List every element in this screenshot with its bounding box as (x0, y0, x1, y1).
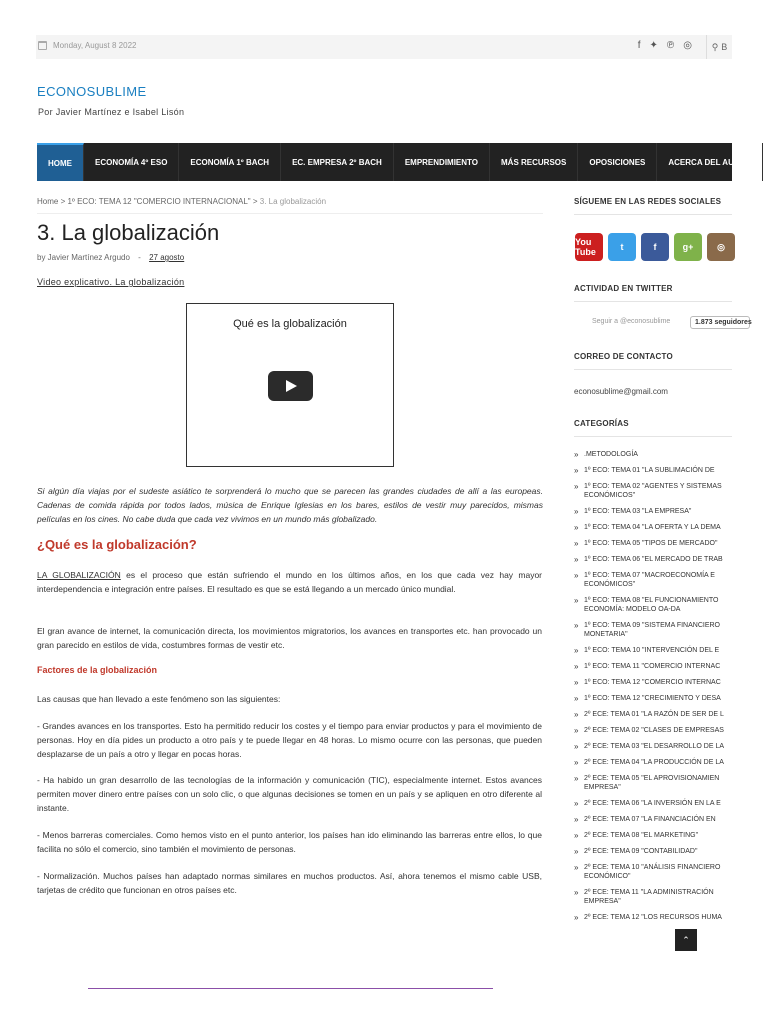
paragraph-barriers: - Menos barreras comerciales. Como hemos visto en el punto anterior, los países han ido eliminando las barreras entre ellos, lo que facilita no sólo el comercio, sino también el movimiento de personas. (37, 830, 542, 854)
breadcrumb-separator: > (60, 197, 66, 206)
category-item[interactable]: » 2º ECE: TEMA 09 "CONTABILIDAD" (574, 847, 732, 856)
divider (37, 213, 543, 214)
video-embed[interactable] (186, 303, 394, 467)
top-social-links (638, 40, 692, 51)
search-button[interactable] (706, 35, 732, 59)
category-item[interactable]: » 2º ECE: TEMA 12 "LOS RECURSOS HUMA (574, 913, 732, 922)
divider (574, 301, 732, 302)
video-link[interactable]: Video explicativo. La globalización (37, 277, 185, 287)
category-item[interactable]: » 2º ECE: TEMA 01 "LA RAZÓN DE SER DE L (574, 710, 732, 719)
sidebar-twitter-heading: ACTIVIDAD EN TWITTER (574, 284, 673, 293)
category-item[interactable]: » 2º ECE: TEMA 04 "LA PRODUCCIÓN DE LA (574, 758, 732, 767)
back-to-top-button[interactable]: ⌃ (675, 929, 697, 951)
breadcrumb (37, 197, 326, 206)
post-byline (37, 253, 184, 262)
category-item[interactable]: » 1º ECO: TEMA 02 "AGENTES Y SISTEMAS ECONÓMICOS" (574, 482, 732, 500)
calendar-icon (38, 41, 47, 50)
sidebar-contact-heading: CORREO DE CONTACTO (574, 352, 673, 361)
paragraph-causes: Las causas que han llevado a este fenómeno son las siguientes: (37, 694, 281, 704)
category-item[interactable]: » .METODOLOGÍA (574, 450, 732, 459)
paragraph-internet: El gran avance de internet, la comunicación directa, los movimientos migratorios, los avances en transportes etc. han provocado un gran parecido en estilos de vida, costumbres formas de vestir etc. (37, 626, 542, 650)
category-item[interactable]: » 2º ECE: TEMA 11 "LA ADMINISTRACIÓN EMPRESA" (574, 888, 732, 906)
top-bar (36, 35, 732, 59)
main-nav (37, 143, 751, 181)
category-item[interactable]: » 1º ECO: TEMA 04 "LA OFERTA Y LA DEMA (574, 523, 732, 532)
breadcrumb-category[interactable]: 1º ECO: TEMA 12 "COMERCIO INTERNACIONAL" (67, 197, 251, 206)
instagram-icon[interactable]: ◎ (707, 233, 735, 261)
instagram-icon[interactable]: ◎ (683, 40, 692, 51)
nav-economia-1-bach[interactable]: ECONOMÍA 1º BACH (179, 143, 281, 181)
twitter-follower-count: 1.873 seguidores (690, 316, 750, 329)
category-list (574, 450, 732, 929)
breadcrumb-current: 3. La globalización (259, 197, 327, 206)
pinterest-icon[interactable]: ℗ (666, 40, 675, 51)
post-date[interactable]: 27 agosto (149, 253, 185, 262)
nav-oposiciones[interactable]: OPOSICIONES (578, 143, 657, 181)
category-item[interactable]: » 2º ECE: TEMA 10 "ANÁLISIS FINANCIERO ECONÓMICO" (574, 863, 732, 881)
video-title: Qué es la globalización (233, 318, 347, 330)
site-logo[interactable]: ECONOSUBLIME (37, 84, 147, 99)
sidebar-social-heading: SÍGUEME EN LAS REDES SOCIALES (574, 197, 722, 206)
divider (574, 436, 732, 437)
paragraph-definition-text: es el proceso que están sufriendo el mundo en los últimos años, en los que cada vez hay mayor interdependencia e integración entre países. El resultado es que se está llegando a un mercado único mundial. (37, 570, 543, 594)
facebook-icon[interactable]: f (641, 233, 669, 261)
nav-economia-4-eso[interactable]: ECONOMÍA 4º ESO (84, 143, 179, 181)
nav-home[interactable]: HOME (37, 143, 84, 181)
divider (574, 214, 732, 215)
category-item[interactable]: » 1º ECO: TEMA 08 "EL FUNCIONAMIENTO ECONOMÍA: MODELO OA-DA (574, 596, 732, 614)
twitter-follow-button[interactable]: Seguir a @econosublime (592, 318, 671, 325)
play-icon[interactable] (268, 371, 313, 401)
category-item[interactable]: » 1º ECO: TEMA 05 "TIPOS DE MERCADO" (574, 539, 732, 548)
breadcrumb-home[interactable]: Home (37, 197, 59, 206)
site-tagline: Por Javier Martínez e Isabel Lisón (38, 107, 185, 117)
category-item[interactable]: » 1º ECO: TEMA 10 "INTERVENCIÓN DEL E (574, 646, 732, 655)
category-item[interactable]: » 1º ECO: TEMA 01 "LA SUBLIMACIÓN DE (574, 466, 732, 475)
category-item[interactable]: » 1º ECO: TEMA 12 "CRECIMIENTO Y DESA (574, 694, 732, 703)
category-item[interactable]: » 1º ECO: TEMA 11 "COMERCIO INTERNAC (574, 662, 732, 671)
category-item[interactable]: » 2º ECE: TEMA 02 "CLASES DE EMPRESAS (574, 726, 732, 735)
twitter-icon[interactable]: t (608, 233, 636, 261)
sidebar-categories-heading: CATEGORÍAS (574, 419, 629, 428)
nav-acerca-del-autor[interactable]: ACERCA DEL AUTOR (657, 143, 762, 181)
category-item[interactable]: » 2º ECE: TEMA 08 "EL MARKETING" (574, 831, 732, 840)
category-item[interactable]: » 1º ECO: TEMA 06 "EL MERCADO DE TRAB (574, 555, 732, 564)
category-item[interactable]: » 2º ECE: TEMA 05 "EL APROVISIONAMIEN EMPRESA" (574, 774, 732, 792)
sidebar-social-icons (575, 233, 735, 261)
divider (88, 988, 493, 989)
facebook-icon[interactable]: f (637, 40, 641, 51)
nav-emprendimiento[interactable]: EMPRENDIMIENTO (394, 143, 490, 181)
nav-mas-recursos[interactable]: MÁS RECURSOS (490, 143, 578, 181)
post-author[interactable]: by Javier Martínez Argudo (37, 253, 130, 262)
category-item[interactable]: » 1º ECO: TEMA 07 "MACROECONOMÍA E ECONÓMICOS" (574, 571, 732, 589)
paragraph-normalization: - Normalización. Muchos países han adaptado normas similares en muchos productos. Así, ahora tenemos el mismo cable USB, tarjetas de crédito que funcionan en otros países etc. (37, 871, 542, 895)
page-title: 3. La globalización (37, 220, 220, 245)
intro-paragraph: Si algún día viajas por el sudeste asiático te sorprenderá lo mucho que se parecen las grandes ciudades de allí a las europeas. Cadenas de comida rápida por todos lados, música de Enrique Iglesias en los bares, estilos de vestir muy parecidos, mismas películas en los cines. No cabe duda que cada vez vivimos en un mundo más globalizado. (37, 486, 543, 524)
paragraph-transport: - Grandes avances en los transportes. Esto ha permitido reducir los costes y el tiempo para enviar productos y para el movimiento de personas. Hoy en día pides un producto a otro país y te puede llegar en 48 horas. Lo mismo ocurre con las personas, que pueden desplazarse de un país a otro y llegar en pocas horas. (37, 721, 542, 759)
date-text: Monday, August 8 2022 (53, 41, 137, 50)
search-label: B (721, 42, 728, 52)
section-heading: ¿Qué es la globalización? (37, 537, 197, 552)
category-item[interactable]: » 1º ECO: TEMA 03 "LA EMPRESA" (574, 507, 732, 516)
youtube-icon[interactable]: You Tube (575, 233, 603, 261)
category-item[interactable]: » 1º ECO: TEMA 09 "SISTEMA FINANCIERO MONETARIA" (574, 621, 732, 639)
category-item[interactable]: » 2º ECE: TEMA 07 "LA FINANCIACIÓN EN (574, 815, 732, 824)
divider (574, 369, 732, 370)
factors-heading: Factores de la globalización (37, 665, 158, 675)
category-item[interactable]: » 2º ECE: TEMA 06 "LA INVERSIÓN EN LA E (574, 799, 732, 808)
paragraph-tic: - Ha habido un gran desarrollo de las tecnologías de la información y comunicación (TIC), especialmente internet. Estos avances permiten mover dinero entre países con un solo clic, o que algunas decisiones se tomen en un país y se apliquen en otro diferente al instante. (37, 775, 542, 813)
top-date (38, 41, 136, 50)
googleplus-icon[interactable]: g+ (674, 233, 702, 261)
twitter-icon[interactable]: ✦ (649, 40, 658, 51)
category-item[interactable]: » 1º ECO: TEMA 12 "COMERCIO INTERNAC (574, 678, 732, 687)
search-icon: ⚲ (711, 41, 719, 52)
contact-email[interactable]: econosublime@gmail.com (574, 387, 668, 396)
category-item[interactable]: » 2º ECE: TEMA 03 "EL DESARROLLO DE LA (574, 742, 732, 751)
paragraph-definition (37, 568, 542, 596)
byline-dash: - (138, 253, 141, 262)
nav-ec-empresa-2-bach[interactable]: EC. EMPRESA 2º BACH (281, 143, 394, 181)
breadcrumb-separator: > (252, 197, 258, 206)
globalizacion-link[interactable]: LA GLOBALIZACIÓN (37, 570, 121, 580)
